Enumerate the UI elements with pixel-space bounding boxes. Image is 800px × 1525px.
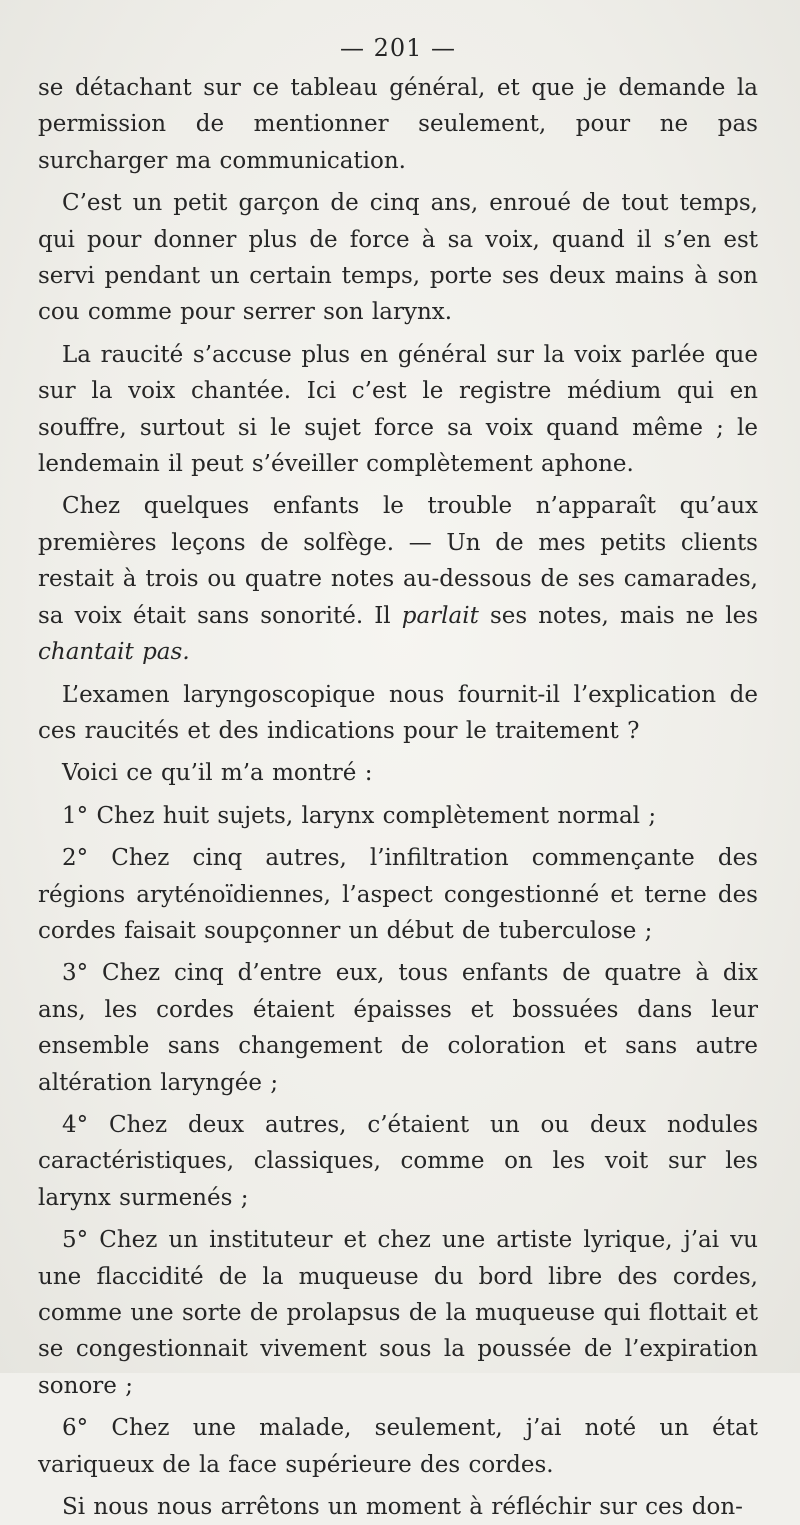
paragraph-4-italic-b: chantait pas. [38,639,190,666]
paragraph-6: Voici ce qu’il m’a montré : [62,760,373,787]
paragraph-4 [38,488,758,670]
list-item-2: 2° Chez cinq autres, l’infiltration commençante des régions aryténoïdiennes, l’aspect congestionné et terne des cordes faisait soupçonner un début de tuberculose ; [38,845,758,944]
paragraph-4-text-b: ses notes, mais ne les [478,602,758,629]
body-text [38,70,758,1525]
paragraph-5: L’examen laryngoscopique nous fournit-il l’explication de ces raucités et des indications pour le traitement ? [38,681,758,744]
list-item-4: 4° Chez deux autres, c’étaient un ou deux nodules caractéristiques, classiques, comme on les voit sur les larynx surmenés ; [38,1111,758,1211]
paragraph-3: La raucité s’accuse plus en général sur la voix parlée que sur la voix chantée. Ici c’est le registre médium qui en souffre, surtout si le sujet force sa voix quand même ; le lendemain il peut s’éveiller complètement aphone. [38,341,758,478]
paragraph-final: Si nous nous arrêtons un moment à réfléchir sur ces don- [62,1494,743,1521]
paragraph-4-italic-a: parlait [401,602,479,629]
list-item-1: 1° Chez huit sujets, larynx complètement normal ; [62,802,657,829]
paragraph-1: se détachant sur ce tableau général, et que je demande la permission de mentionner seulement, pour ne pas surcharger ma communication. [38,75,758,174]
paragraph-2: C’est un petit garçon de cinq ans, enroué de tout temps, qui pour donner plus de force à sa voix, quand il s’en est servi pendant un certain temps, porte ses deux mains à son cou comme pour serrer son larynx. [38,190,758,326]
list-item-6: 6° Chez une malade, seulement, j’ai noté un état variqueux de la face supérieure des cordes. [38,1415,758,1478]
page-number: — 201 — [339,34,457,62]
paragraph-4-text-a: Chez quelques enfants le trouble n’apparaît qu’aux premières leçons de solfège. — Un de mes petits clients restait à trois ou quatre notes au-dessous de ses camarades, sa voix était sans sonorité. Il [38,493,758,629]
list-item-3: 3° Chez cinq d’entre eux, tous enfants de quatre à dix ans, les cordes étaient épaisses et bossuées dans leur ensemble sans changement de coloration et sans autre altération laryngée ; [38,960,758,1096]
list-item-5: 5° Chez un instituteur et chez une artiste lyrique, j’ai vu une flaccidité de la muqueuse du bord libre des cordes, comme une sorte de prolapsus de la muqueuse qui flottait et se congestionnait vivement sous la poussée de l’expiration sonore ; [38,1227,758,1399]
